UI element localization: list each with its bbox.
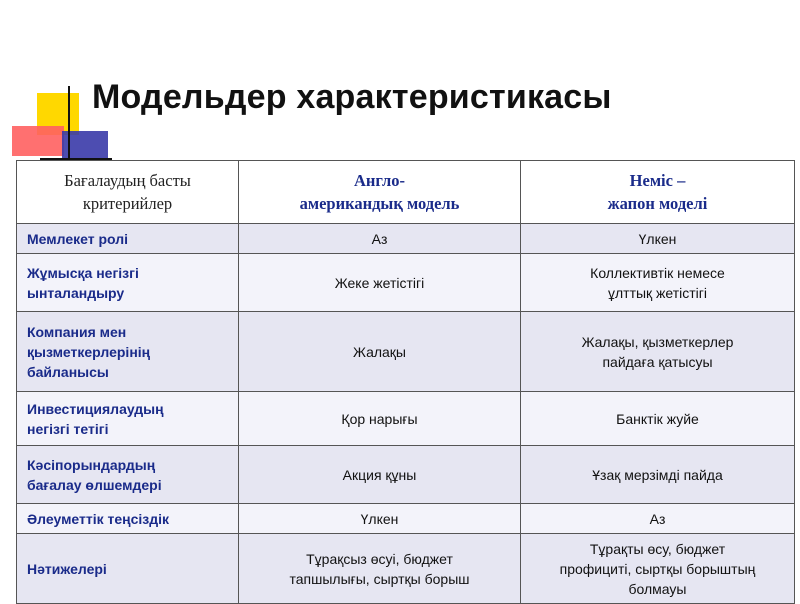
anglo-cell-line: Аз — [371, 230, 388, 247]
german-cell-line: Ұзақ мерзімді пайда — [592, 466, 723, 483]
german-cell-line: пайдаға қатысуы — [602, 353, 713, 370]
german-cell — [521, 504, 795, 534]
header-german-line: Неміс – — [629, 171, 686, 190]
table-header-row — [17, 161, 795, 224]
anglo-cell — [239, 504, 521, 534]
anglo-cell — [239, 312, 521, 392]
german-cell-line: болмауы — [628, 580, 687, 597]
anglo-cell-line: тапшылығы, сыртқы борыш — [289, 570, 470, 587]
german-cell — [521, 312, 795, 392]
german-cell-line: Үлкен — [638, 230, 677, 247]
table-row — [17, 312, 795, 392]
criteria-cell — [17, 504, 239, 534]
criteria-cell-line: ынталандыру — [27, 284, 125, 301]
german-cell-line: Коллективтік немесе — [590, 264, 725, 281]
german-cell — [521, 446, 795, 504]
header-criteria — [17, 161, 239, 224]
table-body — [17, 224, 795, 604]
anglo-cell-line: Үлкен — [360, 510, 399, 527]
header-anglo-line: американдық модель — [299, 194, 460, 213]
criteria-cell-line: Компания мен — [27, 323, 127, 340]
table-row — [17, 504, 795, 534]
table-row — [17, 392, 795, 446]
german-cell-line: Тұрақты өсу, бюджет — [589, 540, 726, 557]
deco-vertical-line — [68, 86, 70, 166]
german-cell — [521, 254, 795, 312]
criteria-cell — [17, 254, 239, 312]
anglo-cell-line: Жалақы — [352, 343, 406, 360]
criteria-cell-line: бағалау өлшемдері — [27, 476, 162, 493]
table-row — [17, 224, 795, 254]
criteria-cell — [17, 392, 239, 446]
table-row — [17, 254, 795, 312]
anglo-cell-line: Қор нарығы — [341, 410, 418, 427]
criteria-cell-line: қызметкерлерінің — [27, 343, 151, 360]
german-cell-line: Жалақы, қызметкерлер — [581, 333, 734, 350]
anglo-cell-line: Жеке жетістігі — [334, 274, 425, 291]
header-german — [521, 161, 795, 224]
deco-red-square — [12, 126, 64, 156]
german-cell — [521, 392, 795, 446]
anglo-cell-line: Акция құны — [342, 466, 417, 483]
german-cell-line: Банктік жуйе — [616, 410, 699, 427]
criteria-cell — [17, 312, 239, 392]
criteria-cell — [17, 446, 239, 504]
anglo-cell — [239, 446, 521, 504]
header-criteria-line: Бағалаудың басты — [64, 171, 191, 190]
anglo-cell — [239, 392, 521, 446]
criteria-cell-line: Жұмысқа негізгі — [27, 264, 139, 281]
criteria-cell-line: Нәтижелері — [27, 560, 107, 577]
page-title: Модельдер характеристикасы — [92, 78, 612, 116]
german-cell-line: профициті, сыртқы борыштың — [559, 560, 756, 577]
german-cell — [521, 534, 795, 604]
header-anglo-line: Англо- — [353, 171, 406, 190]
header-anglo — [239, 161, 521, 224]
table-row — [17, 446, 795, 504]
anglo-cell — [239, 224, 521, 254]
criteria-cell-line: байланысы — [27, 363, 109, 380]
german-cell-line: ұлттық жетістігі — [607, 284, 708, 301]
german-cell — [521, 224, 795, 254]
criteria-cell-line: Әлеуметтік теңсіздік — [27, 510, 170, 527]
german-cell-line: Аз — [649, 510, 666, 527]
header-german-line: жапон моделі — [607, 194, 708, 213]
criteria-cell-line: Мемлекет ролі — [27, 230, 129, 247]
anglo-cell — [239, 534, 521, 604]
criteria-cell-line: Кәсіпорындардың — [27, 456, 156, 473]
anglo-cell — [239, 254, 521, 312]
criteria-cell — [17, 534, 239, 604]
anglo-cell-line: Тұрақсыз өсуі, бюджет — [306, 550, 453, 567]
criteria-cell — [17, 224, 239, 254]
table-row — [17, 534, 795, 604]
criteria-cell-line: негізгі тетігі — [27, 420, 109, 437]
header-criteria-line: критерийлер — [82, 194, 173, 213]
criteria-cell-line: Инвестициялаудың — [27, 400, 164, 417]
comparison-table — [16, 160, 795, 604]
